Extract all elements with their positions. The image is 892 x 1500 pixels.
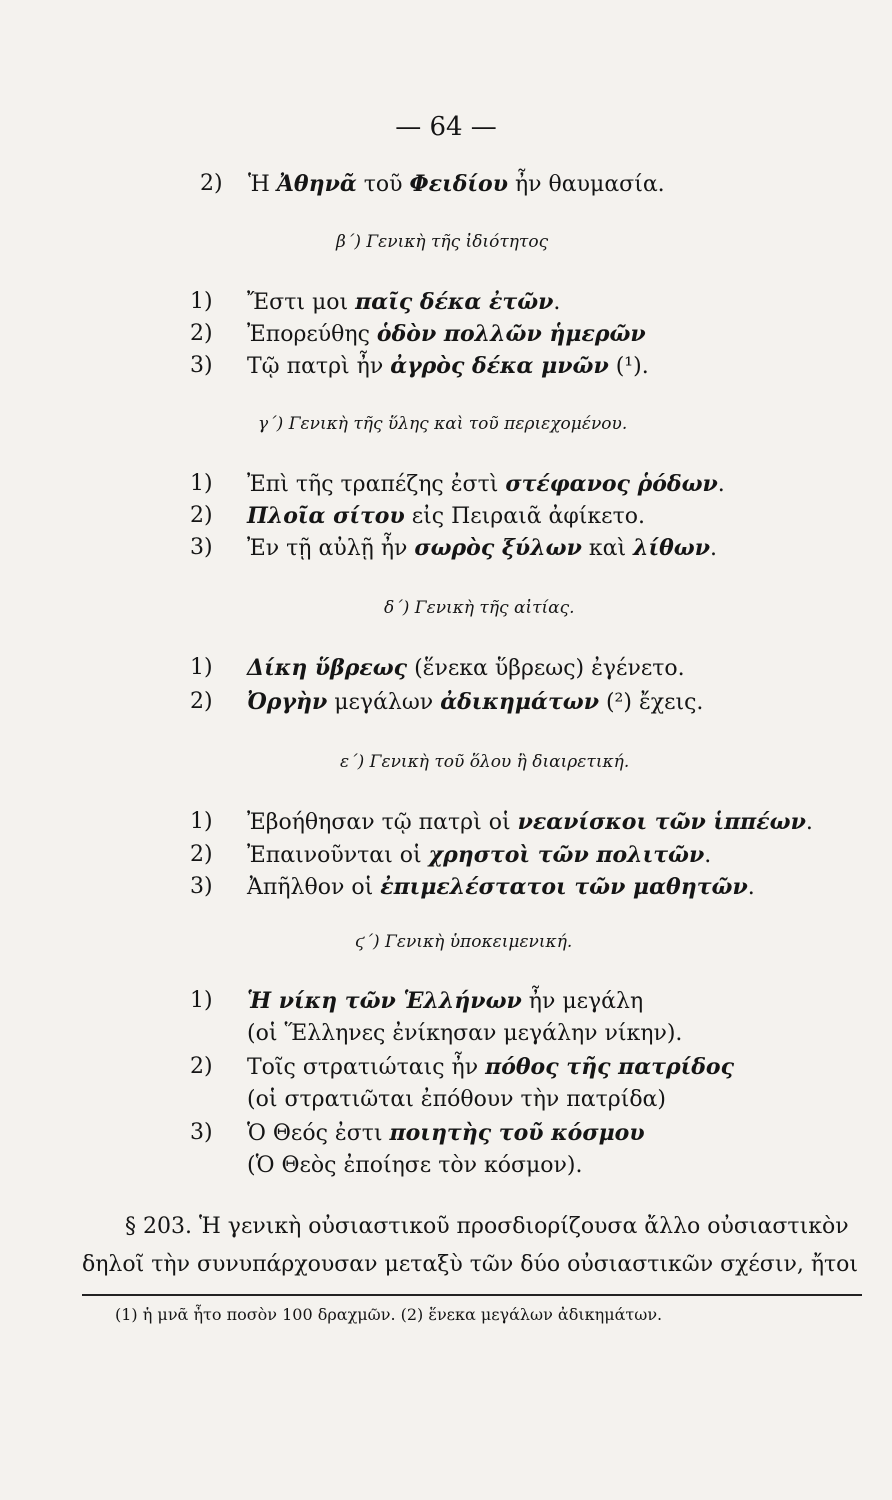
item-text: Ὀργὴν μεγάλων ἀδικημάτων (²) ἔχεις. (247, 689, 704, 715)
footnote: (1) ἡ μνᾶ ἦτο ποσὸν 100 δραχμῶν. (2) ἕνεκα μεγάλων ἀδικημάτων. (115, 1305, 663, 1324)
item-text: Ἐβοήθησαν τῷ πατρὶ οἱ νεανίσκοι τῶν ἱππέων. (247, 809, 813, 835)
paragraph-line-1: § 203. Ἡ γενικὴ οὐσιαστικοῦ προσδιορίζουσα ἄλλο οὐσιαστικὸν (125, 1214, 849, 1239)
book-page: — 64 — 2) Ἡ Ἀθηνᾶ τοῦ Φειδίου ἦν θαυμασία. β΄) Γενικὴ τῆς ἰδιότητος 1) Ἔστι μοι παῖς δέκα ἐτῶν. 2) Ἐπορεύθης ὁδὸν πολλῶν ἡμερῶν 3) Τῷ πατρὶ ἦν ἀγρὸς δέκα μνῶν (¹). γ΄) Γενικὴ τῆς ὕλης καὶ τοῦ περιεχομένου. 1) Ἐπὶ τῆς τραπέζης ἐστὶ στέφανος ῥόδων. 2) Πλοῖα σίτου εἰς Πειραιᾶ ἀφίκετο. 3) Ἐν τῇ αὐλῇ ἦν σωρὸς ξύλων καὶ λίθων. δ΄) Γενικὴ τῆς αἰτίας. 1) Δίκη ὕβρεως (ἕνεκα ὕβρεως) ἐγένετο. 2) Ὀργὴν μεγάλων ἀδικημάτων (²) ἔχεις. ε΄) Γενικὴ τοῦ ὅλου ἢ διαιρετική. 1) Ἐβοήθησαν τῷ πατρὶ οἱ νεανίσκοι τῶν ἱππέων. 2) Ἐπαινοῦνται οἱ χρηστοὶ τῶν πολιτῶν. 3) Ἀπῆλθον οἱ ἐπιμελέστατοι τῶν μαθητῶν. ϛ΄) Γενικὴ ὑποκειμενική. 1) Ἡ νίκη τῶν Ἑλλήνων ἦν μεγάλη (οἱ Ἕλληνες ἐνίκησαν μεγάλην νίκην). 2) Τοῖς στρατιώταις ἦν πόθος τῆς πατρίδος (οἱ στρατιῶται ἐπόθουν τὴν πατρίδα) 3) Ὁ Θεός ἐστι ποιητὴς τοῦ κόσμου (Ὁ Θεὸς ἐποίησε τὸν κόσμον). § 203. Ἡ γενικὴ οὐσιαστικοῦ προσδιορίζουσα ἄλλο οὐσιαστικὸν δηλοῖ τὴν συνυπάρχουσαν μεταξὺ τῶν δύο οὐσιαστικῶν σχέσιν, ἤτοι (1) ἡ μνᾶ ἦτο ποσὸν 100 δραχμῶν. (2) ἕνεκα μεγάλων ἀδικημάτων. (0, 0, 892, 1500)
item-text: Ἐπορεύθης ὁδὸν πολλῶν ἡμερῶν (247, 321, 646, 347)
section-heading-beta: β΄) Γενικὴ τῆς ἰδιότητος (336, 232, 549, 252)
paragraph-line-2: δηλοῖ τὴν συνυπάρχουσαν μεταξὺ τῶν δύο οὐσιαστικῶν σχέσιν, ἤτοι (82, 1252, 859, 1277)
item-text: Τῷ πατρὶ ἦν ἀγρὸς δέκα μνῶν (¹). (247, 353, 649, 379)
item-text: Ἐν τῇ αὐλῇ ἦν σωρὸς ξύλων καὶ λίθων. (247, 535, 718, 561)
section-heading-gamma: γ΄) Γενικὴ τῆς ὕλης καὶ τοῦ περιεχομένου. (258, 414, 628, 434)
item-text: Τοῖς στρατιώταις ἦν πόθος τῆς πατρίδος (247, 1054, 734, 1080)
item-text: Ἔστι μοι παῖς δέκα ἐτῶν. (247, 289, 561, 315)
item-text: Ἡ νίκη τῶν Ἑλλήνων ἦν μεγάλη (247, 988, 644, 1014)
section-heading-epsilon: ε΄) Γενικὴ τοῦ ὅλου ἢ διαιρετική. (340, 752, 630, 772)
item-text: Ἐπὶ τῆς τραπέζης ἐστὶ στέφανος ῥόδων. (247, 471, 725, 497)
section-heading-delta: δ΄) Γενικὴ τῆς αἰτίας. (384, 598, 575, 618)
item-text: Ὁ Θεός ἐστι ποιητὴς τοῦ κόσμου (247, 1120, 645, 1146)
footnote-divider (82, 1294, 862, 1296)
section-heading-stigma: ϛ΄) Γενικὴ ὑποκειμενική. (355, 932, 573, 952)
item-text: Ἐπαινοῦνται οἱ χρηστοὶ τῶν πολιτῶν. (247, 842, 712, 868)
page-number: — 64 — (395, 112, 497, 142)
item-text: Δίκη ὕβρεως (ἕνεκα ὕβρεως) ἐγένετο. (247, 655, 685, 681)
item-text: Πλοῖα σίτου εἰς Πειραιᾶ ἀφίκετο. (247, 503, 645, 529)
item-text: Ἀπῆλθον οἱ ἐπιμελέστατοι τῶν μαθητῶν. (247, 874, 755, 900)
item-number: 2) (200, 171, 223, 196)
item-text: Ἡ Ἀθηνᾶ τοῦ Φειδίου ἦν θαυμασία. (248, 171, 665, 197)
